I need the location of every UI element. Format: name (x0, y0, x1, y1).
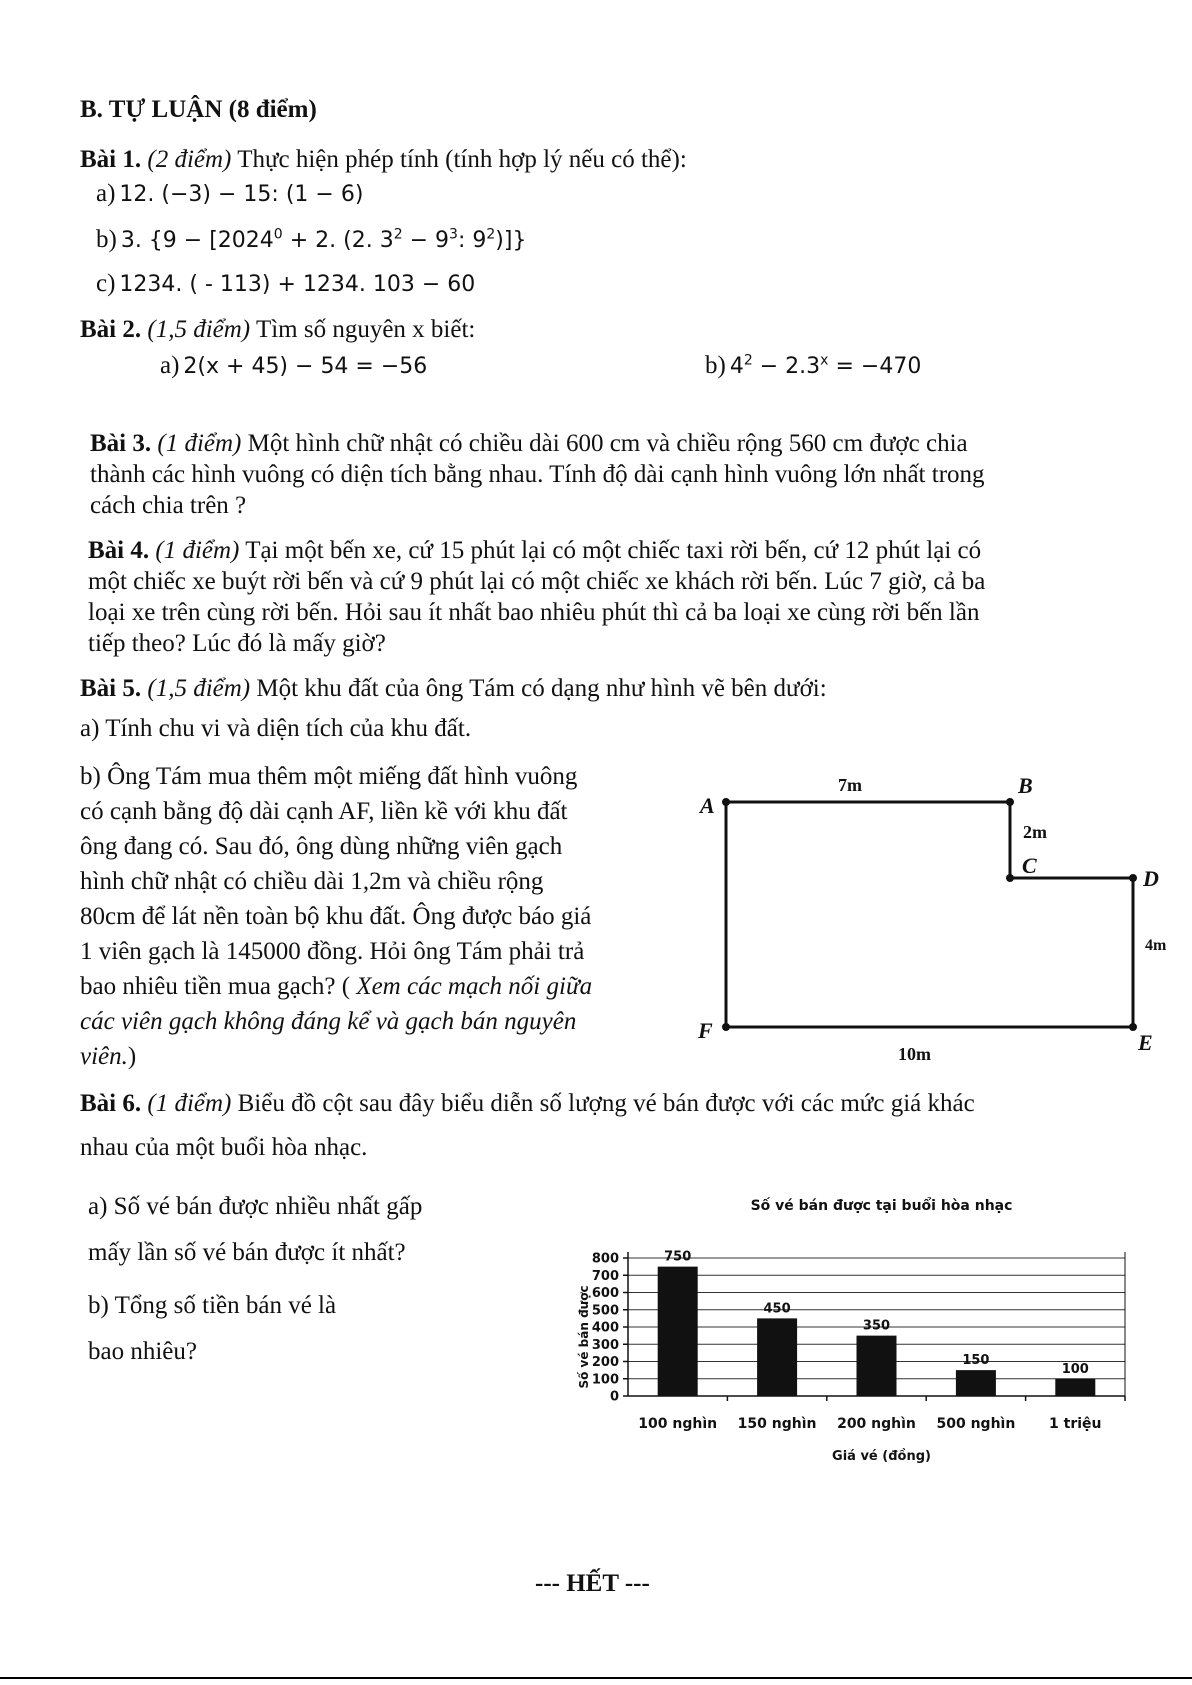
chart-bar (956, 1370, 996, 1396)
chart-y-tick-label: 600 (591, 1286, 619, 1301)
land-outline (726, 802, 1133, 1027)
bai5-prompt: Một khu đất của ông Tám có dạng như hình vẽ bên dưới: (256, 675, 827, 702)
chart-x-tick-label: 1 triệu (1049, 1416, 1102, 1432)
bai4-line2: một chiếc xe buýt rời bến và cứ 9 phút lại có một chiếc xe khách rời bến. Lúc 7 giờ, cả ba (88, 568, 986, 595)
dim-fe-label: 10m (898, 1044, 931, 1064)
bai5-a: a) Tính chu vi và diện tích của khu đất. (80, 715, 472, 742)
bai6-line1: Bài 6. (1 điểm) Biểu đồ cột sau đây biểu diễn số lượng vé bán được với các mức giá khác (80, 1090, 975, 1117)
bai6-question-a2: mấy lần số vé bán được ít nhất? (88, 1239, 406, 1266)
bai5-b-line: 80cm để lát nền toàn bộ khu đất. Ông được báo giá (80, 903, 592, 930)
bai3-line3: cách chia trên ? (90, 492, 247, 519)
chart-title: Số vé bán được tại buổi hòa nhạc (750, 1198, 1013, 1214)
bai5-b-line: viên.) (80, 1043, 137, 1070)
bai4-points: (1 điểm) (155, 537, 240, 564)
point-d-label: D (1143, 866, 1159, 891)
chart-x-tick-label: 100 nghìn (638, 1416, 718, 1432)
bai1-c-expr: 1234. ( - 113) + 1234. 103 − 60 (119, 272, 476, 297)
point-e-dot (1129, 1023, 1137, 1031)
page-bottom-rule (0, 1677, 1192, 1679)
chart-x-tick-label: 150 nghìn (737, 1416, 817, 1432)
chart-data-label: 150 (962, 1353, 990, 1369)
bai6-question-a1: a) Số vé bán được nhiều nhất gấp (88, 1193, 423, 1220)
bai1-label: Bài 1. (80, 146, 142, 173)
chart-bar (757, 1318, 797, 1396)
bai5-b-line: có cạnh bằng độ dài cạnh AF, liền kề với khu đất (80, 798, 568, 825)
chart-y-axis-label: Số vé bán được (577, 1285, 591, 1389)
chart-bar (857, 1336, 897, 1396)
bai5-label: Bài 5. (80, 675, 142, 702)
footer-end-mark: --- HẾT --- (535, 1570, 650, 1597)
bai6-points: (1 điểm) (147, 1090, 232, 1117)
chart-data-label: 100 (1061, 1361, 1089, 1377)
bai4-line1: Bài 4. (1 điểm) Tại một bến xe, cứ 15 phút lại có một chiếc taxi rời bến, cứ 12 phút lại có (88, 537, 982, 564)
point-f-label: F (698, 1018, 713, 1043)
bai5-b-line: 1 viên gạch là 145000 đồng. Hỏi ông Tám phải trả (80, 938, 585, 965)
section-title: B. TỰ LUẬN (8 điểm) (80, 96, 317, 123)
point-a-label: A (700, 793, 715, 818)
chart-y-tick-label: 700 (591, 1268, 619, 1284)
bai3-label: Bài 3. (90, 430, 152, 457)
bai4-line3: loại xe trên cùng rời bến. Hỏi sau ít nhất bao nhiêu phút thì cả ba loại xe cùng rời bến lần (88, 599, 980, 626)
bai1-prompt: Thực hiện phép tính (tính hợp lý nếu có thể): (237, 146, 687, 173)
chart-bar (1055, 1379, 1095, 1396)
chart-data-label: 350 (862, 1318, 891, 1334)
ticket-bar-chart (540, 1190, 1140, 1480)
point-d-dot (1129, 874, 1137, 882)
bai2-label: Bài 2. (80, 316, 142, 343)
bai6-line2: nhau của một buổi hòa nhạc. (80, 1134, 368, 1161)
point-c-label: C (1022, 853, 1037, 878)
chart-x-tick-label: 200 nghìn (837, 1416, 916, 1432)
chart-data-label: 750 (664, 1249, 692, 1265)
bai2-points: (1,5 điểm) (147, 316, 251, 343)
bai3-points: (1 điểm) (157, 430, 242, 457)
dim-de-label: 4m (1145, 937, 1167, 954)
chart-x-axis-label: Giá vé (đồng) (832, 1449, 931, 1464)
chart-y-tick-label: 400 (591, 1320, 619, 1336)
chart-x-tick-label: 500 nghìn (936, 1416, 1016, 1432)
chart-y-tick-label: 0 (609, 1389, 619, 1405)
bai5-b-line: hình chữ nhật có chiều dài 1,2m và chiều rộng (80, 868, 544, 895)
chart-y-tick-label: 800 (591, 1251, 619, 1267)
point-c-dot (1006, 874, 1014, 882)
dim-bc-label: 2m (1023, 822, 1047, 842)
bai6-question-b2: bao nhiêu? (88, 1338, 197, 1365)
point-b-dot (1006, 798, 1014, 806)
bai5-points: (1,5 điểm) (147, 675, 251, 702)
bai1-a-expr: 12. (−3) − 15: (1 − 6) (119, 182, 364, 207)
bai1-c-prefix: c) (96, 270, 116, 297)
bai1-points: (2 điểm) (147, 146, 232, 173)
bai1-a-prefix: a) (96, 180, 116, 207)
bai6-question-b1: b) Tổng số tiền bán vé là (88, 1292, 337, 1319)
bai3-line2: thành các hình vuông có diện tích bằng nhau. Tính độ dài cạnh hình vuông lớn nhất trong (90, 461, 985, 488)
bai1-b-expr: 3. {$9 - [2024^0 + 2$. (2. $3^2 - 9^3$: $9^2$)]} (120, 226, 527, 253)
bai4-line4: tiếp theo? Lúc đó là mấy giờ? (88, 630, 386, 657)
dim-ab-label: 7m (838, 775, 862, 795)
bai2-b-expr: $4^2 - 2.3^x = -470$ (729, 352, 922, 379)
point-a-dot (722, 798, 730, 806)
bai5-b-line: b) Ông Tám mua thêm một miếng đất hình vuông (80, 763, 578, 790)
point-e-label: E (1138, 1030, 1153, 1055)
bai2-b-prefix: b) (705, 352, 726, 379)
chart-y-tick-label: 500 (591, 1303, 619, 1319)
bai5-b-line: các viên gạch không đáng kể và gạch bán nguyên (80, 1008, 577, 1035)
bai2-a-expr: 2(x + 45) − 54 = −56 (183, 354, 428, 379)
chart-y-tick-label: 100 (591, 1372, 619, 1388)
bai2-prompt: Tìm số nguyên x biết: (255, 316, 476, 343)
bai5-b-line: ông đang có. Sau đó, ông dùng những viên gạch (80, 833, 563, 860)
bai2-a-prefix: a) (160, 352, 180, 379)
bai3-line1: Bài 3. (1 điểm) Một hình chữ nhật có chiều dài 600 cm và chiều rộng 560 cm được chia (90, 430, 968, 457)
point-b-label: B (1018, 773, 1033, 798)
chart-y-tick-label: 300 (591, 1337, 619, 1353)
chart-data-label: 450 (763, 1301, 791, 1317)
point-f-dot (722, 1023, 730, 1031)
bai6-label: Bài 6. (80, 1090, 142, 1117)
bai5-b-line: bao nhiêu tiền mua gạch? ( Xem các mạch nối giữa (80, 973, 593, 1000)
chart-y-tick-label: 200 (591, 1355, 619, 1370)
bai4-label: Bài 4. (88, 537, 150, 564)
chart-bar (658, 1267, 698, 1396)
bai1-b-prefix: b) (96, 226, 117, 253)
